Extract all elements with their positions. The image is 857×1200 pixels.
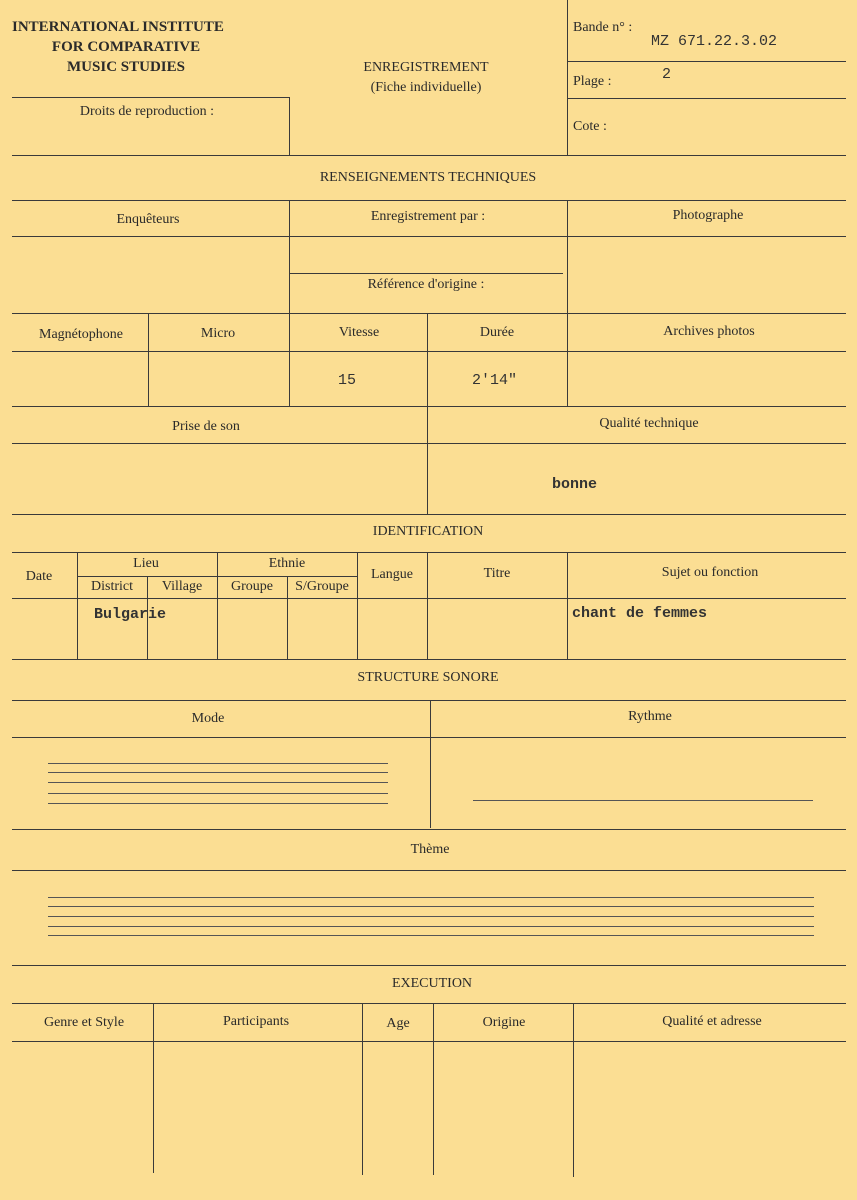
rule <box>12 598 846 599</box>
vitesse-label: Vitesse <box>338 325 380 340</box>
col-divider <box>567 552 568 659</box>
langue-label: Langue <box>371 567 413 582</box>
rule <box>12 737 846 738</box>
rule <box>12 514 846 515</box>
duree-label: Durée <box>479 325 515 340</box>
titre-label: Titre <box>483 566 511 581</box>
header-rights-divider <box>289 97 290 156</box>
rule <box>12 443 846 444</box>
mode-staff-line <box>48 782 388 783</box>
section-technique: RENSEIGNEMENTS TECHNIQUES <box>319 170 537 185</box>
age-label: Age <box>386 1016 410 1031</box>
sgroupe-label: S/Groupe <box>295 579 349 594</box>
rule <box>12 552 846 553</box>
header-plage-rule <box>567 98 846 99</box>
institute-line-3: MUSIC STUDIES <box>67 59 185 75</box>
rule <box>12 1041 846 1042</box>
col-divider <box>427 313 428 406</box>
enregistrement-par-label: Enregistrement par : <box>370 209 486 224</box>
micro-label: Micro <box>200 326 236 341</box>
theme-staff-line <box>48 926 814 927</box>
rule <box>12 659 846 660</box>
col-divider <box>357 552 358 659</box>
theme-label: Thème <box>410 842 450 857</box>
rights-label: Droits de reproduction : <box>79 104 215 119</box>
enqueteurs-label: Enquêteurs <box>116 212 180 227</box>
section-execution: EXECUTION <box>391 976 473 991</box>
section-identification: IDENTIFICATION <box>372 524 484 539</box>
rule <box>12 829 846 830</box>
col-divider <box>289 200 290 313</box>
col-divider <box>217 552 218 659</box>
institute-line-2: FOR COMPARATIVE <box>51 39 201 55</box>
duree-value: 2'14" <box>472 372 518 389</box>
cote-label: Cote : <box>573 119 607 134</box>
plage-label: Plage : <box>573 74 612 89</box>
participants-label: Participants <box>222 1014 290 1029</box>
theme-staff-line <box>48 897 814 898</box>
col-divider <box>287 576 288 659</box>
col-divider <box>430 700 431 828</box>
sujet-value: chant de femmes <box>572 605 708 622</box>
rythme-label: Rythme <box>628 709 672 724</box>
theme-staff-line <box>48 935 814 936</box>
magnetophone-label: Magnétophone <box>39 327 123 342</box>
origine-label: Origine <box>482 1015 526 1030</box>
rule <box>12 200 846 201</box>
rule <box>12 1003 846 1004</box>
mode-label: Mode <box>191 711 225 726</box>
village-label: Village <box>161 579 203 594</box>
theme-staff-line <box>48 916 814 917</box>
rule <box>12 406 846 407</box>
rule <box>12 965 846 966</box>
header-left-rule <box>12 97 290 98</box>
groupe-label: Groupe <box>231 579 273 594</box>
rule <box>12 313 846 314</box>
header-bande-rule <box>567 61 846 62</box>
col-divider <box>289 313 290 406</box>
rule <box>12 351 846 352</box>
prise-de-son-label: Prise de son <box>172 419 240 434</box>
reference-label: Référence d'origine : <box>367 277 485 292</box>
header-right-divider <box>567 0 568 156</box>
col-divider <box>77 552 78 659</box>
col-divider <box>567 313 568 406</box>
photographe-label: Photographe <box>672 208 744 223</box>
rythme-line <box>473 800 813 801</box>
mode-staff-line <box>48 763 388 764</box>
qualite-adresse-label: Qualité et adresse <box>662 1014 762 1029</box>
lieu-value: Bulgarie <box>94 606 167 623</box>
col-divider <box>567 200 568 313</box>
bande-value: MZ 671.22.3.02 <box>651 33 778 50</box>
rule <box>12 700 846 701</box>
date-label: Date <box>25 569 53 584</box>
section-structure: STRUCTURE SONORE <box>357 670 499 685</box>
col-divider <box>362 1003 363 1175</box>
plage-value: 2 <box>662 66 672 83</box>
col-divider <box>153 1003 154 1173</box>
col-divider <box>433 1003 434 1175</box>
qualite-value: bonne <box>552 476 598 493</box>
mode-staff-line <box>48 793 388 794</box>
col-divider <box>573 1003 574 1177</box>
district-label: District <box>91 579 133 594</box>
col-divider <box>148 313 149 406</box>
card-title: ENREGISTREMENT <box>363 60 489 75</box>
qualite-technique-label: Qualité technique <box>599 416 699 431</box>
reference-rule <box>289 273 563 274</box>
ethnie-label: Ethnie <box>268 556 306 571</box>
lieu-label: Lieu <box>133 556 159 571</box>
theme-staff-line <box>48 906 814 907</box>
vitesse-value: 15 <box>338 372 357 389</box>
archives-label: Archives photos <box>663 324 755 339</box>
bande-label: Bande n° : <box>573 20 633 35</box>
rule <box>12 155 846 156</box>
card-subtitle: (Fiche individuelle) <box>370 80 482 95</box>
genre-label: Genre et Style <box>43 1015 125 1030</box>
rule <box>12 870 846 871</box>
rule <box>12 236 846 237</box>
mode-staff-line <box>48 803 388 804</box>
institute-line-1: INTERNATIONAL INSTITUTE <box>12 19 224 35</box>
col-divider <box>427 552 428 659</box>
col-divider <box>427 406 428 514</box>
mode-staff-line <box>48 772 388 773</box>
sujet-label: Sujet ou fonction <box>661 565 759 580</box>
